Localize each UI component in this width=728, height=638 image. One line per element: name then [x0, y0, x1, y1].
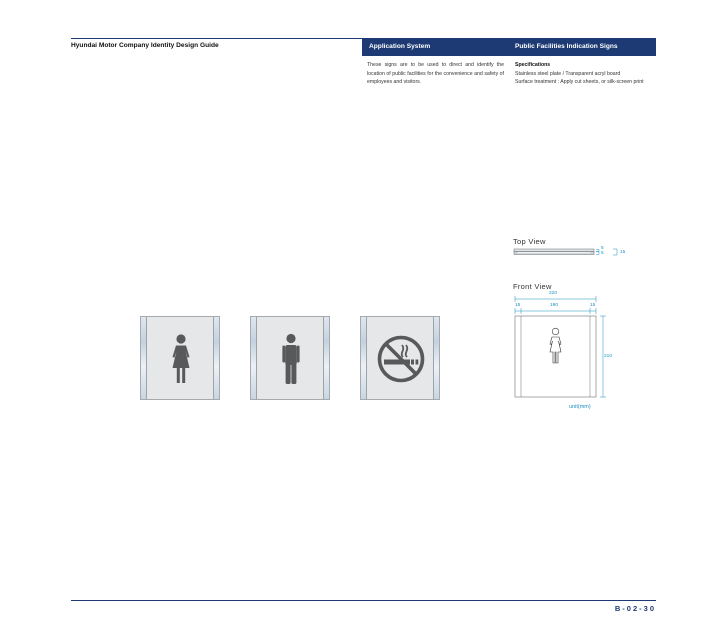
subsection-header: Public Facilities Indication Signs [508, 38, 656, 56]
woman-restroom-icon [141, 317, 221, 401]
document-title: Hyundai Motor Company Identity Design Guide [71, 42, 219, 49]
dimension-height: 210 [604, 354, 613, 359]
intro-paragraph: These signs are to be used to direct and identify the location of public facilities for the convenience and safety of employees and visitors. [367, 62, 504, 86]
dimension-total-width: 220 [549, 291, 558, 296]
dimension-right-edge: 15 [590, 303, 596, 308]
sign-no-smoking [360, 316, 440, 400]
front-view-label: Front View [513, 282, 552, 291]
section-header: Application System [362, 38, 508, 56]
front-view-drawing [508, 289, 618, 401]
top-view-drawing [510, 244, 630, 264]
no-smoking-icon [361, 317, 441, 401]
top-view-label: Top View [513, 237, 546, 246]
man-restroom-icon [251, 317, 331, 401]
unit-label: unit(mm) [569, 404, 591, 410]
specification-material: Stainless steel plate / Transparent acryl board [515, 70, 621, 77]
dimension-depth-total: 15 [620, 250, 626, 255]
dimension-depth-a: 5 [601, 246, 604, 251]
page-number: B-02-30 [614, 604, 656, 613]
sign-women-restroom [140, 316, 220, 400]
dimension-center: 190 [550, 303, 559, 308]
dimension-depth-b: 5 [601, 251, 604, 256]
footer-rule [71, 600, 656, 601]
specifications-heading: Specifications [515, 62, 551, 68]
specifications-block [515, 61, 653, 87]
specification-surface: Surface treatment : Apply cut sheets, or silk-screen print [515, 79, 644, 86]
sign-men-restroom [250, 316, 330, 400]
dimension-left-edge: 15 [515, 303, 521, 308]
